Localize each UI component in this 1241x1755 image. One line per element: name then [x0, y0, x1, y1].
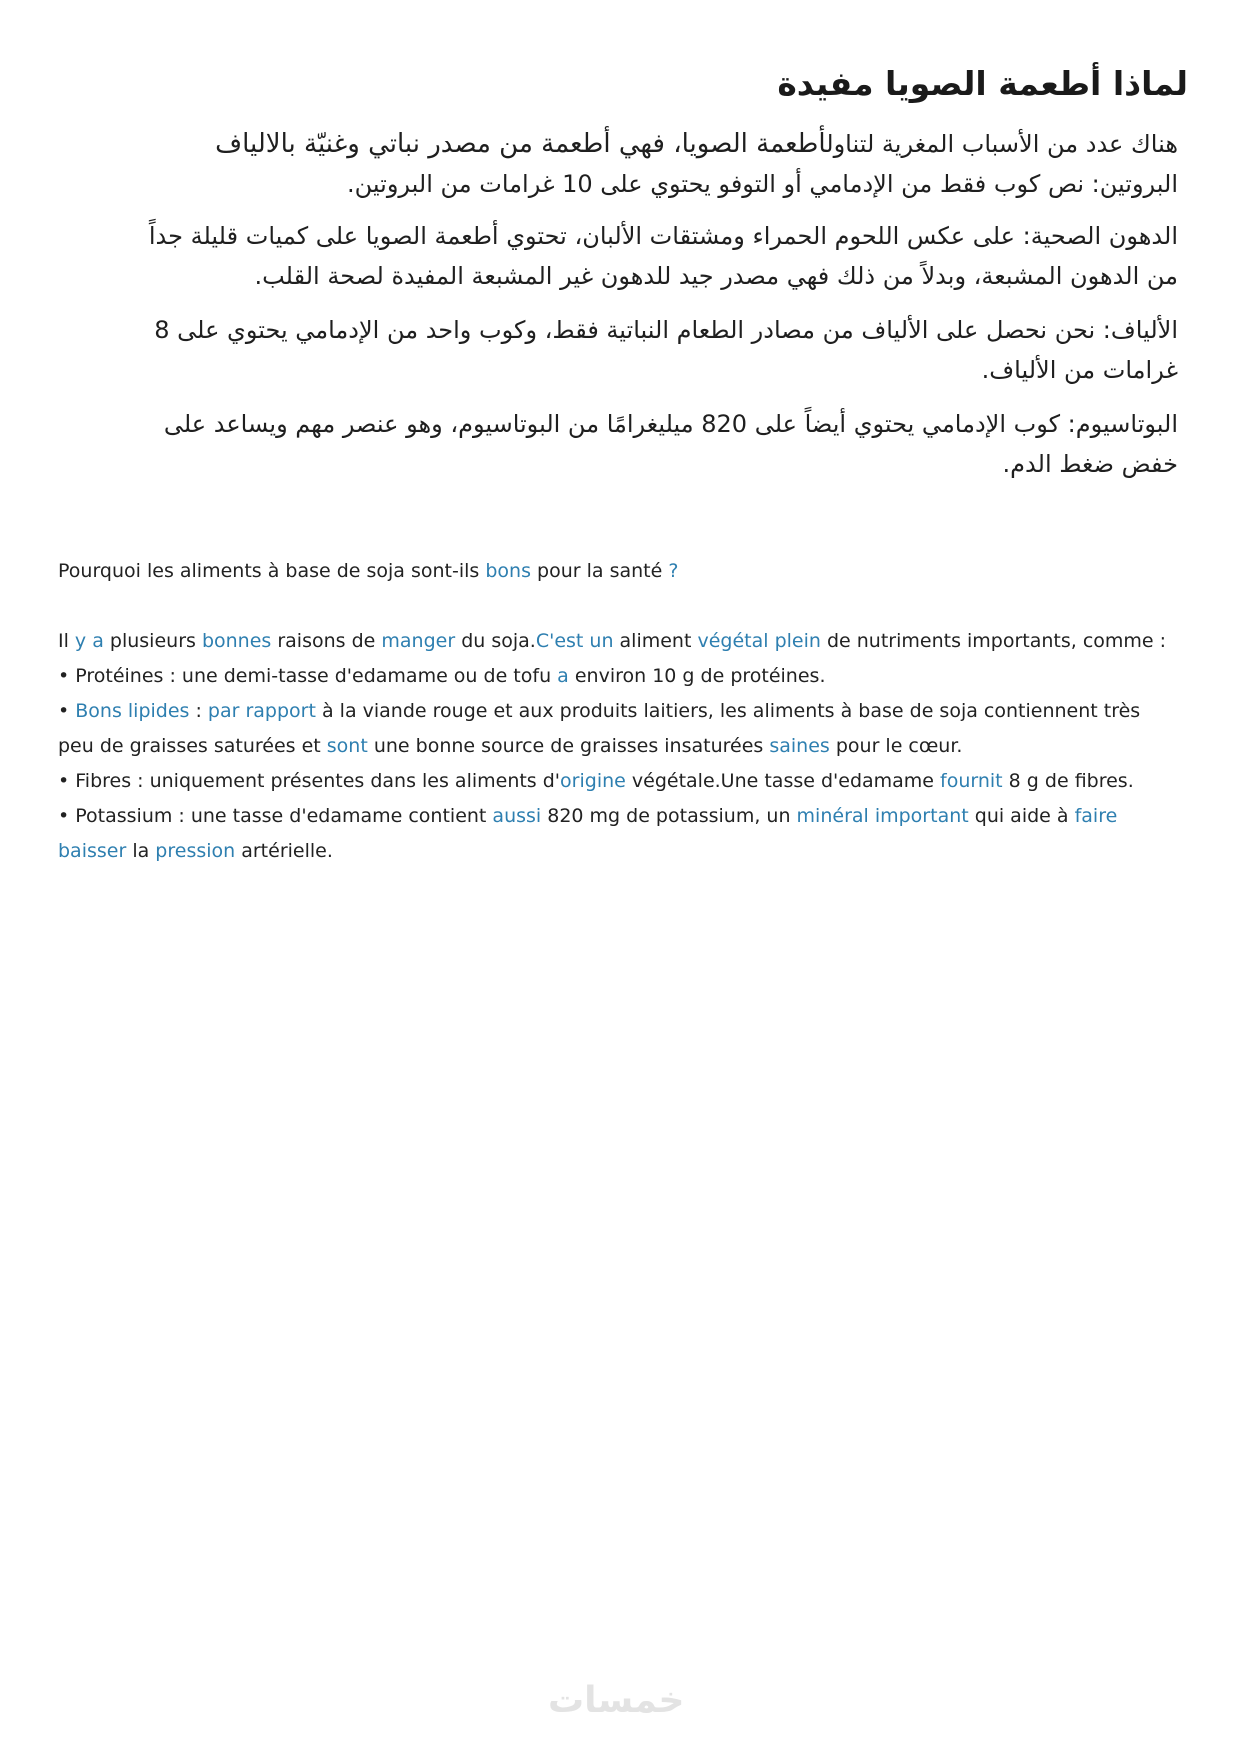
text-run: de nutriments importants, comme :: [820, 630, 1167, 652]
text-run: aliment: [613, 630, 698, 652]
intro-lead-text: هناك عدد من الأسباب المغرية لتناول: [826, 130, 1178, 158]
text-run: Il: [58, 630, 75, 652]
fiber-line-1: الألياف: نحن نحصل على الألياف من مصادر الطعام النباتية فقط، وكوب واحد من الإدمامي يحتوي على 8: [154, 316, 1178, 344]
text-run: du soja.: [455, 630, 536, 652]
text-run: • Fibres : uniquement présentes dans les aliments d': [58, 770, 561, 792]
potassium-line-2: خفض ضغط الدم.: [1002, 450, 1178, 478]
fiber-line-2: غرامات من الألياف.: [981, 356, 1178, 384]
highlighted-word: y a: [74, 630, 104, 652]
highlighted-word: aussi: [492, 805, 542, 827]
text-run: Pourquoi les aliments à base de soja sont-ils: [58, 560, 486, 582]
french-line-1: [58, 624, 1188, 659]
text-run: • Potassium : une tasse d'edamame contient: [58, 805, 493, 827]
highlighted-word: bonnes: [201, 630, 272, 652]
french-line-5: [58, 764, 1188, 799]
text-run: •: [58, 700, 76, 722]
fats-line-2: من الدهون المشبعة، وبدلاً من ذلك فهي مصدر جيد للدهون غير المشبعة المفيدة لصحة القلب.: [254, 262, 1178, 290]
highlighted-word: manger: [381, 630, 456, 652]
text-run: à la viande rouge et aux produits laitiers, les aliments à base de soja contiennent très: [315, 700, 1141, 722]
french-line-3: [58, 694, 1188, 729]
text-run: raisons de: [271, 630, 382, 652]
highlighted-word: a: [557, 665, 569, 687]
text-run: pour la santé: [531, 560, 669, 582]
highlighted-word: Bons lipides: [75, 700, 190, 722]
highlighted-word: origine: [560, 770, 626, 792]
french-line-4: [58, 729, 1188, 764]
fats-paragraph: [58, 216, 1178, 296]
french-line-2: [58, 659, 1188, 694]
text-run: 820 mg de potassium, un: [541, 805, 797, 827]
watermark-logo: خمسات: [548, 1680, 685, 1721]
text-run: une bonne source de graisses insaturées: [367, 735, 770, 757]
intro-line-2: البروتين: نص كوب فقط من الإدمامي أو التوفو يحتوي على 10 غرامات من البروتين.: [347, 170, 1178, 198]
text-run: qui aide à: [968, 805, 1075, 827]
intro-paragraph: [58, 124, 1178, 204]
potassium-paragraph: [58, 404, 1178, 484]
text-run: 8 g de fibres.: [1002, 770, 1134, 792]
highlighted-word: fournit: [940, 770, 1003, 792]
text-run: artérielle.: [235, 840, 333, 862]
highlighted-word: par rapport: [207, 700, 316, 722]
text-run: pour le cœur.: [829, 735, 963, 757]
french-heading: [58, 554, 1188, 589]
intro-line-1: [58, 124, 1178, 164]
highlighted-word: végétal plein: [697, 630, 821, 652]
text-run: peu de graisses saturées et: [58, 735, 327, 757]
french-line-7: [58, 834, 1188, 869]
highlighted-word: faire: [1074, 805, 1118, 827]
highlighted-word: sont: [326, 735, 368, 757]
potassium-line-1: البوتاسيوم: كوب الإدمامي يحتوي أيضاً على 820 ميليغرامًا من البوتاسيوم، وهو عنصر مهم ويساعد على: [163, 410, 1178, 438]
text-run: :: [189, 700, 208, 722]
highlighted-word: baisser: [58, 840, 127, 862]
highlighted-word: bons: [485, 560, 532, 582]
highlighted-word: minéral important: [796, 805, 969, 827]
french-line-6: [58, 799, 1188, 834]
intro-rest-text: أطعمة الصويا، فهي أطعمة من مصدر نباتي وغنيّة بالالياف: [215, 129, 827, 159]
text-run: plusieurs: [103, 630, 202, 652]
highlighted-word: C'est un: [535, 630, 614, 652]
text-run: environ 10 g de protéines.: [568, 665, 826, 687]
highlighted-word: saines: [769, 735, 830, 757]
text-run: la: [126, 840, 156, 862]
highlighted-word: ?: [668, 560, 679, 582]
fiber-paragraph: [58, 310, 1178, 390]
french-body: [58, 624, 1188, 869]
fats-line-1: الدهون الصحية: على عكس اللحوم الحمراء ومشتقات الألبان، تحتوي أطعمة الصويا على كميات قليلة جداً: [148, 222, 1178, 250]
highlighted-word: pression: [155, 840, 236, 862]
text-run: • Protéines : une demi-tasse d'edamame ou de tofu: [58, 665, 558, 687]
page-title: لماذا أطعمة الصويا مفيدة: [777, 64, 1188, 103]
text-run: végétale.Une tasse d'edamame: [625, 770, 941, 792]
